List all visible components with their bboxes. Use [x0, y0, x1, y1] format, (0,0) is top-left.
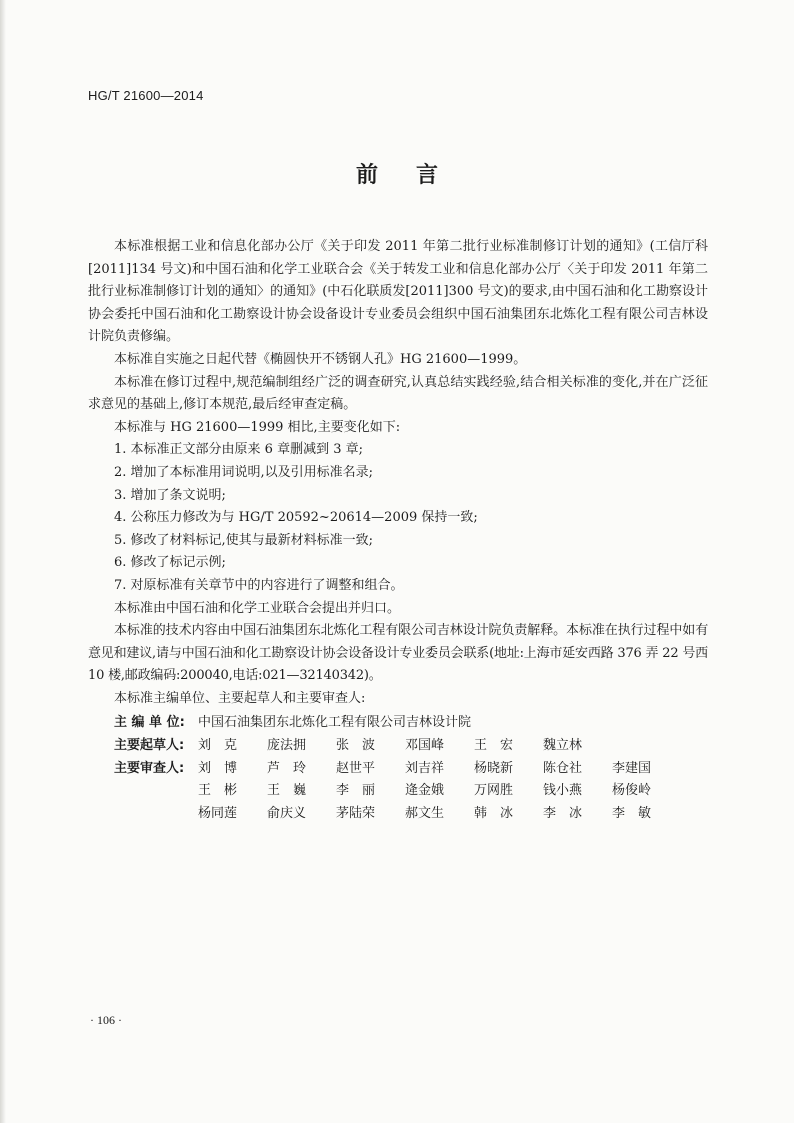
reviewers-row	[88, 758, 708, 781]
editor-org: 中国石油集团东北炼化工程有限公司吉林设计院	[198, 715, 472, 731]
reviewer-name: 陈仓社	[543, 760, 583, 776]
reviewer-name: 茅陆荣	[336, 805, 376, 821]
reviewers-row	[88, 803, 708, 826]
reviewer-name: 李 丽	[336, 783, 376, 799]
reviewer-name: 韩 冰	[474, 805, 514, 821]
change-item: 2. 增加了本标准用词说明,以及引用标准名录;	[114, 464, 374, 480]
reviewer-name: 芦 玲	[267, 760, 307, 776]
reviewer-name: 李 敏	[612, 805, 652, 821]
editor-row	[88, 712, 708, 735]
reviewer-name: 李 冰	[543, 805, 583, 821]
paragraph: 本标准主编单位、主要起草人和主要审查人:	[114, 690, 366, 706]
reviewer-name: 逄金娥	[405, 783, 445, 799]
page-number: · 106 ·	[90, 1013, 122, 1027]
paragraph: 本标准根据工业和信息化部办公厅《关于印发 2011 年第二批行业标准制修订计划的通知》(工信厅科[2011]134 号文)和中国石油和化学工业联合会《关于转发工业和信息化部办公厅〈关于印发 2011 年第二批行业标准制修订计划的通知〉的通知》(中石化联质发[2011]300 号文)的要求,由中国石油和化工勘察设计协会委托中国石油和化工勘察设计协会设备设计专业委员会组织中国石油集团东北炼化工程有限公司吉林设计院负责修编。	[88, 239, 708, 345]
reviewer-name: 刘 博	[198, 760, 238, 776]
paragraph: 本标准在修订过程中,规范编制组经广泛的调查研究,认真总结实践经验,结合相关标准的变化,并在广泛征求意见的基础上,修订本规范,最后经审查定稿。	[88, 374, 708, 413]
change-item: 5. 修改了材料标记,使其与最新材料标准一致;	[114, 532, 374, 548]
reviewer-name: 赵世平	[336, 760, 376, 776]
document-code: HG/T 21600—2014	[88, 88, 204, 103]
drafter-name: 刘 克	[198, 738, 238, 754]
reviewer-name: 杨俊岭	[612, 783, 652, 799]
change-item: 6. 修改了标记示例;	[114, 555, 226, 571]
people-list	[88, 712, 708, 825]
change-item: 4. 公称压力修改为与 HG/T 20592~20614—2009 保持一致;	[114, 510, 478, 526]
reviewer-name: 杨同莲	[198, 805, 238, 821]
drafter-name: 庞法拥	[267, 738, 307, 754]
drafter-name: 张 波	[336, 738, 376, 754]
drafters-row	[88, 735, 708, 758]
preface-body	[88, 236, 708, 825]
reviewers-label: 主要审查人:	[114, 760, 185, 776]
drafters-label: 主要起草人:	[114, 738, 185, 754]
paragraph: 本标准的技术内容由中国石油集团东北炼化工程有限公司吉林设计院负责解释。本标准在执行过程中如有意见和建议,请与中国石油和化工勘察设计协会设备设计专业委员会联系(地址:上海市延安西路 376 弄 22 号西 10 楼,邮政编码:200040,电话:021—32140342)。	[88, 623, 708, 684]
change-item: 1. 本标准正文部分由原来 6 章删减到 3 章;	[114, 442, 363, 458]
reviewer-name: 万网胜	[474, 783, 514, 799]
reviewer-name: 李建国	[612, 760, 652, 776]
reviewer-name: 杨晓新	[474, 760, 514, 776]
drafter-name: 邓国峰	[405, 738, 445, 754]
change-item: 7. 对原标准有关章节中的内容进行了调整和组合。	[114, 577, 404, 593]
reviewer-name: 俞庆义	[267, 805, 307, 821]
reviewer-name: 王 彬	[198, 783, 238, 799]
drafter-name: 王 宏	[474, 738, 514, 754]
reviewer-name: 钱小燕	[543, 783, 583, 799]
page-title: 前言	[355, 163, 476, 188]
paragraph: 本标准由中国石油和化学工业联合会提出并归口。	[114, 600, 401, 616]
drafter-name: 魏立林	[543, 738, 583, 754]
reviewer-name: 王 巍	[267, 783, 307, 799]
paragraph: 本标准自实施之日起代替《椭圆快开不锈钢人孔》HG 21600—1999。	[114, 351, 527, 367]
paragraph: 本标准与 HG 21600—1999 相比,主要变化如下:	[114, 419, 401, 435]
editor-label: 主 编 单 位:	[114, 715, 185, 731]
reviewer-name: 郝文生	[405, 805, 445, 821]
reviewers-row	[88, 780, 708, 803]
reviewer-name: 刘吉祥	[405, 760, 445, 776]
change-item: 3. 增加了条文说明;	[114, 487, 226, 503]
